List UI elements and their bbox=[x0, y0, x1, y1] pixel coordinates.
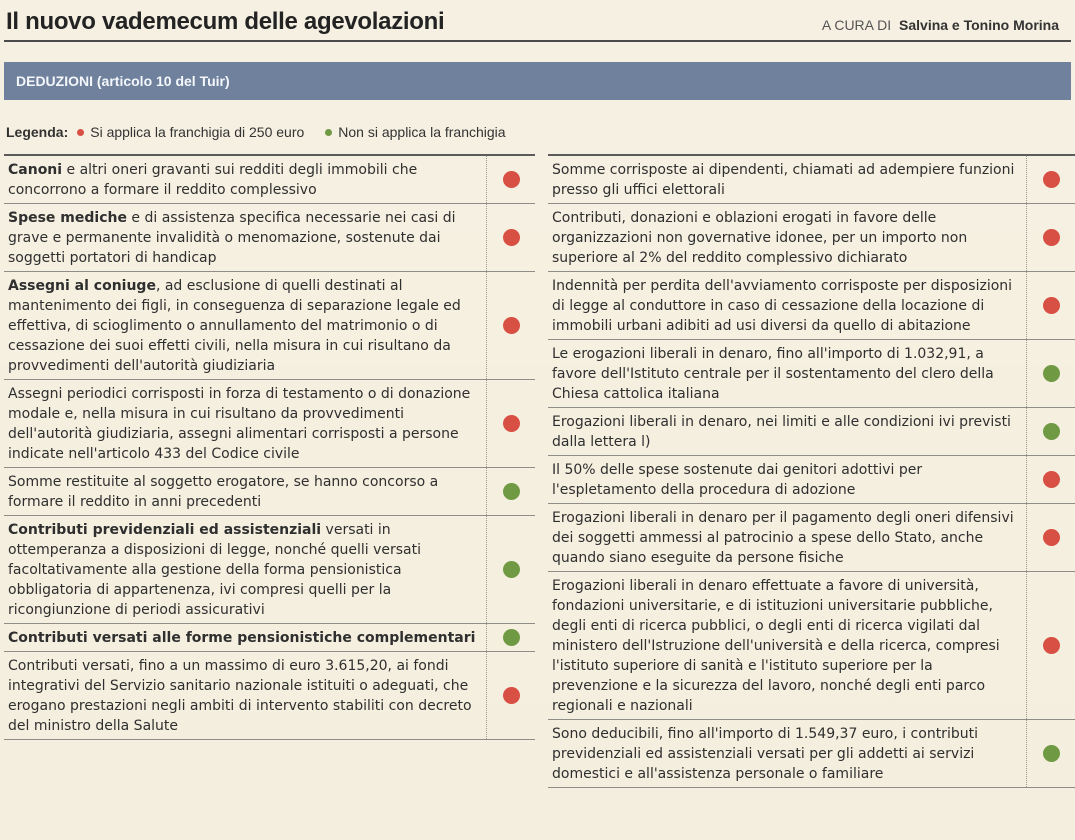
table-row bbox=[548, 572, 1075, 720]
left-column bbox=[4, 154, 535, 788]
page-title: Il nuovo vademecum delle agevolazioni bbox=[6, 8, 445, 35]
top-header bbox=[4, 0, 1071, 42]
table-row bbox=[4, 652, 535, 740]
row-body-text: Somme corrisposte ai dipendenti, chiamati ad adempiere funzioni presso gli uffici elettorali bbox=[552, 162, 1015, 198]
row-text bbox=[548, 456, 1027, 503]
row-text bbox=[548, 572, 1027, 719]
row-text bbox=[548, 720, 1027, 787]
red-dot-icon bbox=[1043, 529, 1060, 546]
row-text bbox=[4, 380, 487, 467]
table-row bbox=[4, 156, 535, 204]
table-row bbox=[548, 340, 1075, 408]
row-status-cell bbox=[1027, 504, 1075, 571]
green-dot-icon bbox=[1043, 745, 1060, 762]
row-text bbox=[548, 340, 1027, 407]
row-text bbox=[548, 272, 1027, 339]
table-row bbox=[4, 624, 535, 652]
legend-title: Legenda: bbox=[6, 124, 69, 140]
table-row bbox=[548, 408, 1075, 456]
byline-authors: Salvina e Tonino Morina bbox=[899, 17, 1059, 33]
row-body-text: Contributi, donazioni e oblazioni erogati in favore delle organizzazioni non governative idonee, per un importo non superiore al 2% del reddito complessivo dichiarato bbox=[552, 210, 968, 266]
green-dot-icon bbox=[503, 629, 520, 646]
row-text bbox=[4, 468, 487, 515]
table-row bbox=[548, 504, 1075, 572]
red-dot-icon bbox=[1043, 471, 1060, 488]
deductions-columns bbox=[4, 154, 1071, 788]
table-row bbox=[548, 720, 1075, 788]
row-status-cell bbox=[1027, 456, 1075, 503]
table-row bbox=[548, 156, 1075, 204]
row-text bbox=[548, 504, 1027, 571]
red-dot-icon bbox=[503, 229, 520, 246]
row-text bbox=[4, 516, 487, 623]
legend bbox=[6, 124, 1071, 140]
row-strong-text: Spese mediche bbox=[8, 210, 127, 226]
row-status-cell bbox=[1027, 720, 1075, 787]
green-dot-icon bbox=[503, 483, 520, 500]
row-text bbox=[548, 204, 1027, 271]
green-dot-icon bbox=[325, 129, 332, 136]
table-row bbox=[548, 204, 1075, 272]
legend-item-green bbox=[325, 124, 505, 140]
table-row bbox=[4, 380, 535, 468]
table-row bbox=[4, 516, 535, 624]
legend-green-text: Non si applica la franchigia bbox=[338, 124, 506, 140]
green-dot-icon bbox=[1043, 423, 1060, 440]
row-text bbox=[548, 408, 1027, 455]
section-title: DEDUZIONI (articolo 10 del Tuir) bbox=[16, 73, 230, 89]
red-dot-icon bbox=[503, 415, 520, 432]
section-banner bbox=[4, 62, 1071, 100]
row-status-cell bbox=[1027, 572, 1075, 719]
legend-item-red bbox=[77, 124, 304, 140]
row-body-text: Erogazioni liberali in denaro effettuate a favore di università, fondazioni universitarie, e di istituzioni universitarie pubbliche, degli enti di ricerca pubblici, o degli enti di ricerca vigilati dal ministero dell'Istruzione dell'università e della ricerca, compresi l'istituto superiore di sanità e l'istituto superiore per la prevenzione e la sicurezza del lavoro, nonché degli enti parco regionali e nazionali bbox=[552, 578, 1000, 714]
row-body-text: Sono deducibili, fino all'importo di 1.549,37 euro, i contributi previdenziali ed assistenziali versati per gli addetti ai servizi domestici e all'assistenza personale o familiare bbox=[552, 726, 978, 782]
table-row bbox=[4, 204, 535, 272]
row-body-text: versati in ottemperanza a disposizioni di legge, nonché quelli versati facoltativamente alla gestione della forma pensionistica obbligatoria di appartenenza, ivi compresi quelli per la ricongiunzione di periodi assicurativi bbox=[8, 522, 421, 618]
row-status-cell bbox=[487, 204, 535, 271]
red-dot-icon bbox=[1043, 229, 1060, 246]
row-body-text: Somme restituite al soggetto erogatore, se hanno concorso a formare il reddito in anni precedenti bbox=[8, 474, 439, 510]
row-strong-text: Assegni al coniuge bbox=[8, 278, 156, 294]
row-status-cell bbox=[487, 272, 535, 379]
row-text bbox=[4, 272, 487, 379]
row-strong-text: Contributi previdenziali ed assistenziali bbox=[8, 522, 322, 538]
row-strong-text: Canoni bbox=[8, 162, 63, 178]
row-body-text: Contributi versati, fino a un massimo di euro 3.615,20, ai fondi integrativi del Servizio sanitario nazionale istituiti o adeguati, che erogano prestazioni negli ambiti di intervento stabiliti con decreto del ministro della Salute bbox=[8, 658, 472, 734]
table-row bbox=[4, 468, 535, 516]
red-dot-icon bbox=[77, 129, 84, 136]
red-dot-icon bbox=[1043, 637, 1060, 654]
row-body-text: Erogazioni liberali in denaro per il pagamento degli oneri difensivi dei soggetti ammessi al patrocinio a spese dello Stato, anche quando siano eseguite da persone fisiche bbox=[552, 510, 1014, 566]
byline-prefix: A CURA DI bbox=[821, 17, 892, 33]
row-body-text: e di assistenza specifica necessarie nei casi di grave e permanente invalidità o menomazione, sostenute dai soggetti portatori di handicap bbox=[8, 210, 456, 266]
right-column bbox=[548, 154, 1075, 788]
row-status-cell bbox=[1027, 272, 1075, 339]
legend-red-text: Si applica la franchigia di 250 euro bbox=[90, 124, 305, 140]
row-text bbox=[4, 652, 487, 739]
red-dot-icon bbox=[503, 171, 520, 188]
green-dot-icon bbox=[503, 561, 520, 578]
row-strong-text: Contributi versati alle forme pensionistiche complementari bbox=[8, 630, 476, 646]
red-dot-icon bbox=[1043, 171, 1060, 188]
row-status-cell bbox=[487, 468, 535, 515]
row-status-cell bbox=[487, 380, 535, 467]
row-body-text: Il 50% delle spese sostenute dai genitori adottivi per l'espletamento della procedura di adozione bbox=[552, 462, 923, 498]
row-status-cell bbox=[487, 624, 535, 651]
row-body-text: Erogazioni liberali in denaro, nei limiti e alle condizioni ivi previsti dalla lettera l) bbox=[552, 414, 1011, 450]
row-status-cell bbox=[1027, 156, 1075, 203]
row-status-cell bbox=[487, 652, 535, 739]
row-status-cell bbox=[1027, 340, 1075, 407]
row-status-cell bbox=[1027, 204, 1075, 271]
row-body-text: , ad esclusione di quelli destinati al mantenimento dei figli, in conseguenza di separazione legale ed effettiva, di scioglimento o annullamento del matrimonio o di cessazione dei suoi effetti civili, nella misura in cui risultano da provvedimenti dell'autorità giudiziaria bbox=[8, 278, 461, 374]
row-status-cell bbox=[487, 516, 535, 623]
row-text bbox=[548, 156, 1027, 203]
row-text bbox=[4, 624, 487, 651]
byline bbox=[822, 17, 1059, 40]
table-row bbox=[548, 272, 1075, 340]
red-dot-icon bbox=[1043, 297, 1060, 314]
table-row bbox=[548, 456, 1075, 504]
row-body-text: Indennità per perdita dell'avviamento corrisposte per disposizioni di legge al conduttore in caso di cessazione della locazione di immobili urbani adibiti ad usi diversi da quello di abitazione bbox=[552, 278, 1013, 334]
table-row bbox=[4, 272, 535, 380]
row-body-text: Assegni periodici corrisposti in forza di testamento o di donazione modale e, nella misura in cui risultano da provvedimenti dell'autorità giudiziaria, assegni alimentari corrisposti a persone indicate nell'articolo 433 del Codice civile bbox=[8, 386, 471, 462]
row-body-text: e altri oneri gravanti sui redditi degli immobili che concorrono a formare il reddito complessivo bbox=[8, 162, 418, 198]
green-dot-icon bbox=[1043, 365, 1060, 382]
red-dot-icon bbox=[503, 317, 520, 334]
row-status-cell bbox=[487, 156, 535, 203]
row-text bbox=[4, 204, 487, 271]
row-body-text: Le erogazioni liberali in denaro, fino all'importo di 1.032,91, a favore dell'Istituto centrale per il sostentamento del clero della Chiesa cattolica italiana bbox=[552, 346, 994, 402]
row-text bbox=[4, 156, 487, 203]
red-dot-icon bbox=[503, 687, 520, 704]
row-status-cell bbox=[1027, 408, 1075, 455]
